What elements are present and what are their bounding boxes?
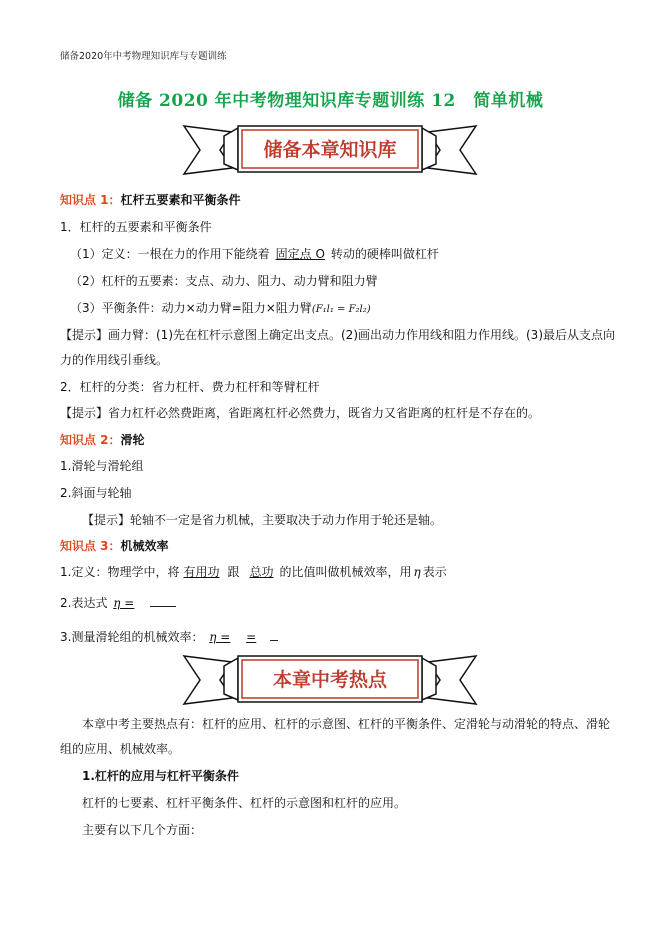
- page-header: 储备2020年中考物理知识库与专题训练: [60, 51, 227, 62]
- tip-2: 【提示】省力杠杆必然费距离，省距离杠杆必然费力，既省力又省距离的杠杆是不存在的。: [60, 406, 541, 420]
- def-text-b: 转动的硬棒叫做杠杆: [330, 247, 439, 261]
- tip-3: 【提示】轮轴不一定是省力机械，主要取决于动力作用于轮还是轴。: [82, 513, 443, 527]
- efficiency-expression: [60, 594, 176, 611]
- pulley-1: 1.滑轮与滑轮组: [60, 459, 144, 473]
- eff-fill-2: 总功: [249, 565, 274, 579]
- balance-condition: [70, 300, 371, 318]
- kp1-heading: [60, 192, 241, 208]
- eff3-eq: =: [246, 630, 257, 644]
- eff3-blank: [270, 628, 278, 641]
- kp3-label: 知识点 3：: [60, 539, 121, 553]
- tip-1b: 力的作用线引垂线。: [60, 353, 169, 367]
- lever-definition: [70, 246, 439, 262]
- hot-topic-1-more: 主要有以下几个方面：: [82, 823, 203, 837]
- banner1-text: 储备本章知识库: [263, 139, 397, 161]
- eff-text-a: 1.定义：物理学中，将: [60, 565, 180, 579]
- efficiency-measure: [60, 628, 278, 645]
- eff2-blank: [150, 594, 176, 607]
- ribbon-banner-icon: [180, 648, 480, 712]
- eff3-label: 3.测量滑轮组的机械效率：: [60, 630, 204, 644]
- eff2-label: 2.表达式: [60, 596, 108, 610]
- ribbon-banner-icon: [180, 118, 480, 182]
- eff-fill-1: 有用功: [183, 565, 220, 579]
- hot-intro-1: 本章中考主要热点有：杠杆的应用、杠杆的示意图、杠杆的平衡条件、定滑轮与动滑轮的特点、滑轮: [82, 717, 611, 731]
- five-elements: （2）杠杆的五要素：支点、动力、阻力、动力臂和阻力臂: [70, 274, 378, 288]
- kp3-heading: [60, 538, 169, 554]
- pulley-2: 2.斜面与轮轴: [60, 486, 132, 500]
- section-2: 2．杠杆的分类：省力杠杆、费力杠杆和等臂杠杆: [60, 380, 320, 394]
- hot-intro-2: 组的应用、机械效率。: [60, 742, 181, 756]
- kp2-heading: [60, 432, 145, 448]
- eff-text-b: 的比值叫做机械效率，用: [279, 565, 412, 579]
- balance-text: （3）平衡条件：动力×动力臂=阻力×阻力臂: [70, 301, 312, 315]
- banner2-text: 本章中考热点: [272, 669, 388, 691]
- def-fill: 固定点 O: [275, 247, 325, 261]
- eff2-formula: η =: [113, 596, 135, 610]
- kp2-title: 滑轮: [120, 433, 145, 447]
- eta-symbol: η: [413, 565, 421, 579]
- kp2-label: 知识点 2：: [60, 433, 121, 447]
- tip-1a: 【提示】画力臂：(1)先在杠杆示意图上确定出支点。(2)画出动力作用线和阻力作用线。(3)最后从支点向: [60, 328, 615, 342]
- knowledge-banner: [180, 118, 480, 182]
- document-title: 储备 2020 年中考物理知识库专题训练 12 简单机械: [117, 91, 544, 111]
- eff-mid: 跟: [227, 565, 240, 579]
- balance-formula: (F₁l₁ = F₂l₂): [311, 304, 371, 315]
- hotspot-banner: [180, 648, 480, 712]
- kp3-title: 机械效率: [120, 539, 169, 553]
- efficiency-definition: [60, 564, 447, 580]
- eff3-formula: η =: [209, 630, 231, 644]
- def-text-a: （1）定义：一根在力的作用下能绕着: [70, 247, 270, 261]
- kp1-label: 知识点 1：: [60, 193, 121, 207]
- eff-text-c: 表示: [422, 565, 447, 579]
- section-1: 1．杠杆的五要素和平衡条件: [60, 220, 212, 234]
- kp1-title: 杠杆五要素和平衡条件: [120, 193, 241, 207]
- hot-topic-1: 1.杠杆的应用与杠杆平衡条件: [82, 769, 239, 783]
- hot-topic-1-text: 杠杆的七要素、杠杆平衡条件、杠杆的示意图和杠杆的应用。: [82, 796, 407, 810]
